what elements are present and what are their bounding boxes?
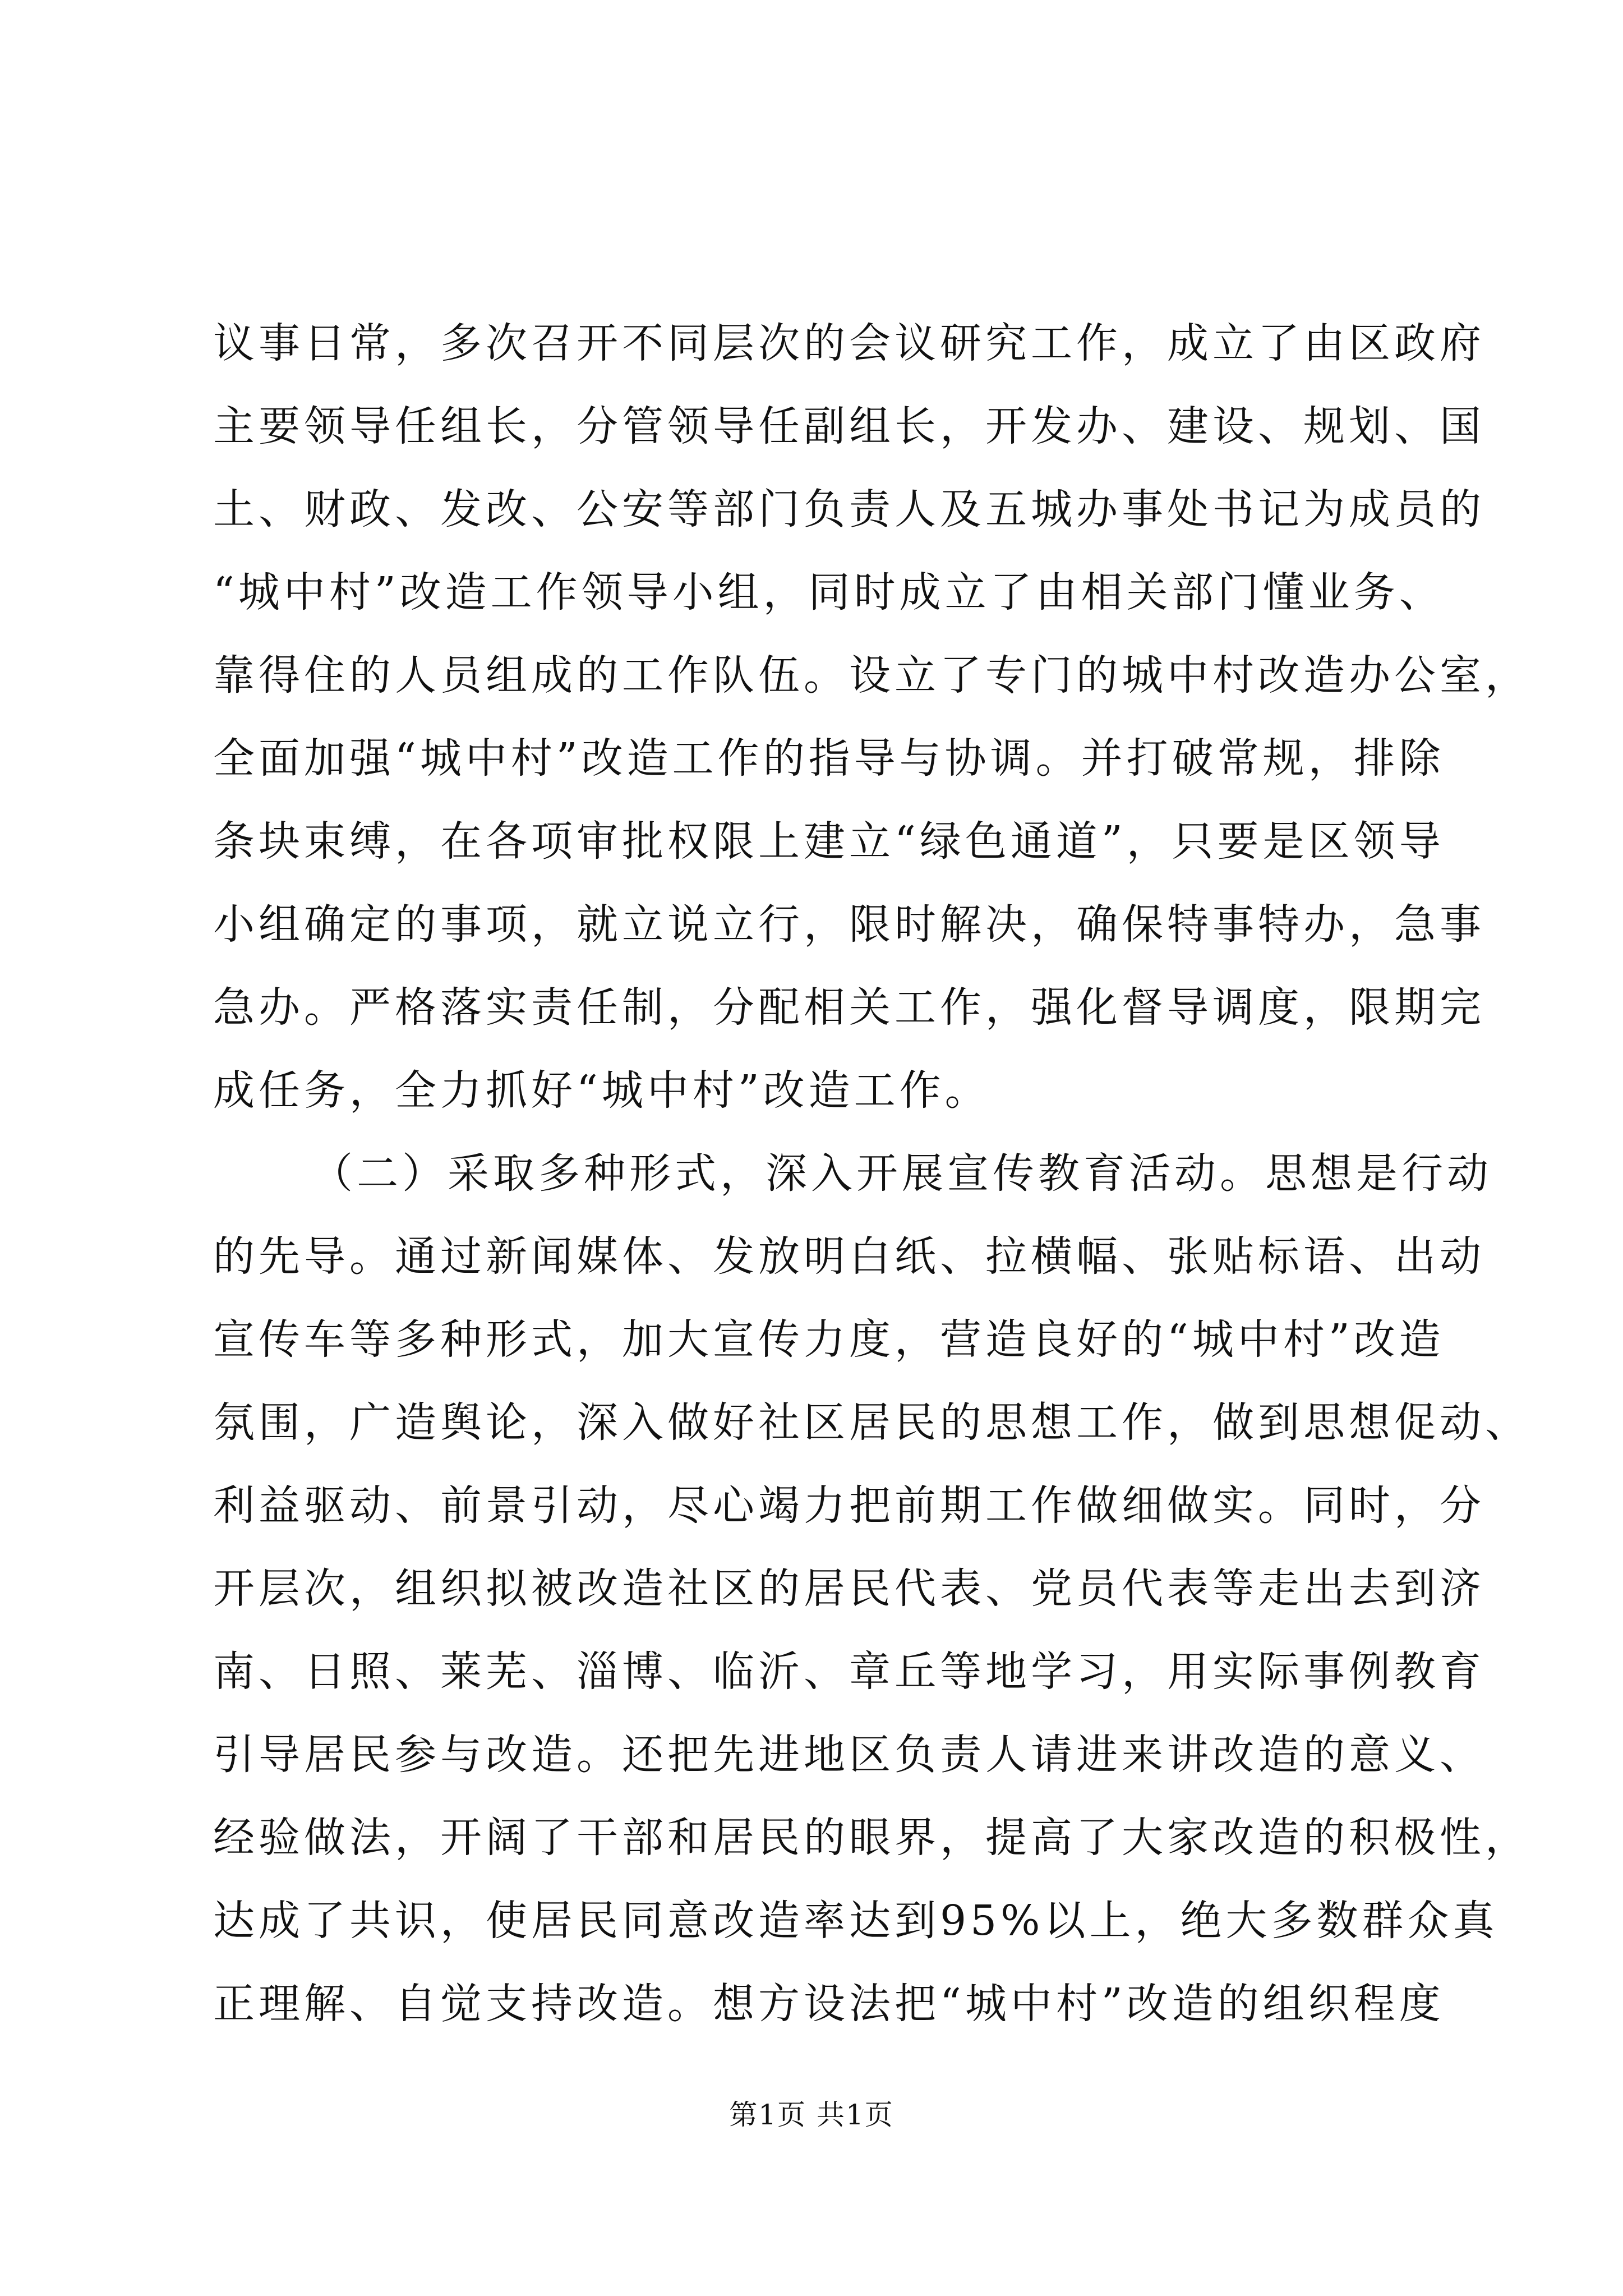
page-footer	[0, 2095, 1623, 2134]
text-line: 开层次，组织拟被改造社区的居民代表、党员代表等走出去到济	[213, 1565, 1485, 1613]
text-line: 急办。严格落实责任制，分配相关工作，强化督导调度，限期完	[213, 983, 1485, 1032]
text-line: 的先导。通过新闻媒体、发放明白纸、拉横幅、张贴标语、出动	[213, 1232, 1485, 1281]
text-line: 利益驱动、前景引动，尽心竭力把前期工作做细做实。同时，分	[213, 1481, 1485, 1530]
text-line: 宣传车等多种形式，加大宣传力度，营造良好的“城中村”改造	[213, 1315, 1445, 1364]
text-line: 成任务，全力抓好“城中村”改造工作。	[213, 1066, 990, 1115]
text-line: “城中村”改造工作领导小组，同时成立了由相关部门懂业务、	[213, 568, 1445, 616]
text-line: 南、日照、莱芜、淄博、临沂、章丘等地学习，用实际事例教育	[213, 1648, 1485, 1696]
page-number-label: 第1页 共1页	[729, 2099, 894, 2131]
text-line: 土、财政、发改、公安等部门负责人及五城办事处书记为成员的	[213, 485, 1485, 533]
text-line: 引导居民参与改造。还把先进地区负责人请进来讲改造的意义、	[213, 1731, 1485, 1779]
text-line: 经验做法，开阔了干部和居民的眼界，提高了大家改造的积极性，	[213, 1814, 1530, 1862]
text-line: 小组确定的事项，就立说立行，限时解决，确保特事特办，急事	[213, 900, 1485, 949]
text-line: 全面加强“城中村”改造工作的指导与协调。并打破常规，排除	[213, 734, 1445, 783]
text-line: 条块束缚，在各项审批权限上建立“绿色通道”，只要是区领导	[213, 817, 1445, 866]
body-text	[213, 302, 1530, 2045]
text-line: 正理解、自觉支持改造。想方设法把“城中村”改造的组织程度	[213, 1980, 1445, 2028]
text-line: 氛围，广造舆论，深入做好社区居民的思想工作，做到思想促动、	[213, 1398, 1530, 1447]
text-line: 靠得住的人员组成的工作队伍。设立了专门的城中村改造办公室，	[213, 651, 1530, 700]
text-line: 主要领导任组长，分管领导任副组长，开发办、建设、规划、国	[213, 402, 1485, 450]
text-line: 达成了共识，使居民同意改造率达到95%以上，绝大多数群众真	[213, 1897, 1498, 1945]
section-heading-line: （二）采取多种形式，深入开展宣传教育活动。思想是行动	[311, 1149, 1492, 1198]
text-line: 议事日常，多次召开不同层次的会议研究工作，成立了由区政府	[213, 319, 1485, 367]
